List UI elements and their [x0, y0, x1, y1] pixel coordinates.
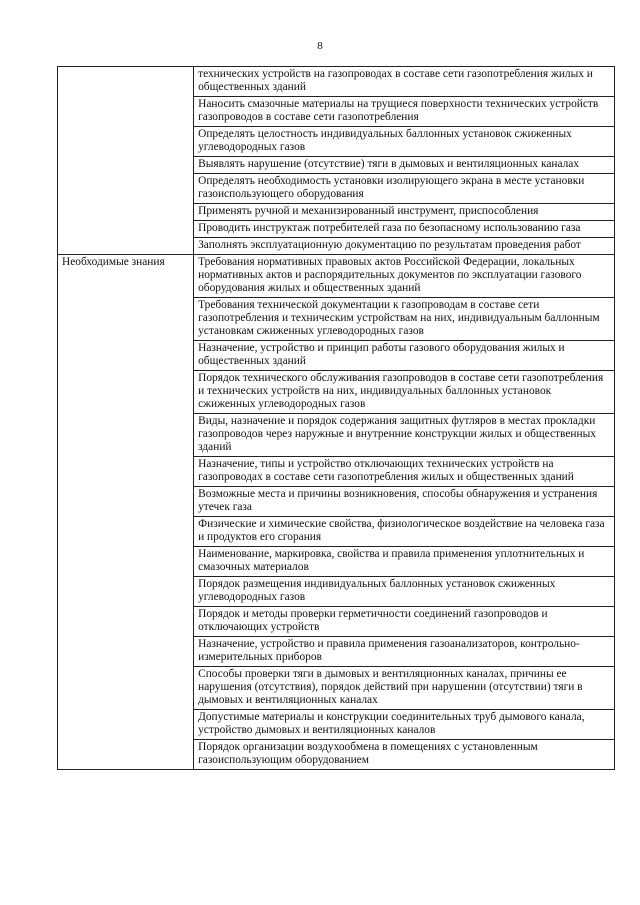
knowledge-item: Виды, назначение и порядок содержания защитных футляров в местах прокладки газопроводов через наружные и внутренние конструкции жилых и общественных зданий — [194, 414, 615, 457]
knowledge-item: Порядок и методы проверки герметичности соединений газопроводов и отключающих устройств — [194, 607, 615, 637]
knowledge-item: Возможные места и причины возникновения, способы обнаружения и устранения утечек газа — [194, 487, 615, 517]
knowledge-item: Назначение, устройство и принцип работы газового оборудования жилых и общественных зданий — [194, 341, 615, 371]
knowledge-item: Порядок организации воздухообмена в помещениях с установленным газоиспользующим оборудованием — [194, 740, 615, 770]
table-row — [58, 255, 615, 298]
knowledge-item: Назначение, типы и устройство отключающих технических устройств на газопроводах в составе сети газопотребления жилых и общественных зданий — [194, 457, 615, 487]
requirements-table — [57, 66, 615, 770]
knowledge-label-cell: Необходимые знания — [58, 255, 194, 770]
skill-item: Заполнять эксплуатационную документацию по результатам проведения работ — [194, 238, 615, 255]
knowledge-item: Наименование, маркировка, свойства и правила применения уплотнительных и смазочных материалов — [194, 547, 615, 577]
knowledge-item: Требования нормативных правовых актов Российской Федерации, локальных нормативных актов и распорядительных документов по эксплуатации газового оборудования жилых и общественных зданий — [194, 255, 615, 298]
knowledge-item: Допустимые материалы и конструкции соединительных труб дымового канала, устройство дымовых и вентиляционных каналов — [194, 710, 615, 740]
knowledge-item: Способы проверки тяги в дымовых и вентиляционных каналах, причины ее нарушения (отсутствия), порядок действий при нарушении (отсутствии) тяги в дымовых и вентиляционных каналах — [194, 667, 615, 710]
skill-item: Определять целостность индивидуальных баллонных установок сжиженных углеводородных газов — [194, 127, 615, 157]
skill-item: Наносить смазочные материалы на трущиеся поверхности технических устройств газопроводов в составе сети газопотребления — [194, 97, 615, 127]
skill-item: Применять ручной и механизированный инструмент, приспособления — [194, 204, 615, 221]
page-number: 8 — [317, 40, 323, 52]
skill-item: Выявлять нарушение (отсутствие) тяги в дымовых и вентиляционных каналах — [194, 157, 615, 174]
skills-label-cell — [58, 67, 194, 255]
skill-item: технических устройств на газопроводах в составе сети газопотребления жилых и общественных зданий — [194, 67, 615, 97]
knowledge-item: Требования технической документации к газопроводам в составе сети газопотребления и техническим устройствам на них, индивидуальным баллонным установкам сжиженных углеводородных газов — [194, 298, 615, 341]
knowledge-item: Порядок технического обслуживания газопроводов в составе сети газопотребления и технических устройств на них, индивидуальных баллонных установок сжиженных углеводородных газов — [194, 371, 615, 414]
skill-item: Определять необходимость установки изолирующего экрана в месте установки газоиспользующего оборудования — [194, 174, 615, 204]
table-row — [58, 67, 615, 97]
knowledge-item: Порядок размещения индивидуальных баллонных установок сжиженных углеводородных газов — [194, 577, 615, 607]
knowledge-item: Назначение, устройство и правила применения газоанализаторов, контрольно-измерительных приборов — [194, 637, 615, 667]
knowledge-item: Физические и химические свойства, физиологическое воздействие на человека газа и продуктов его сгорания — [194, 517, 615, 547]
skill-item: Проводить инструктаж потребителей газа по безопасному использованию газа — [194, 221, 615, 238]
